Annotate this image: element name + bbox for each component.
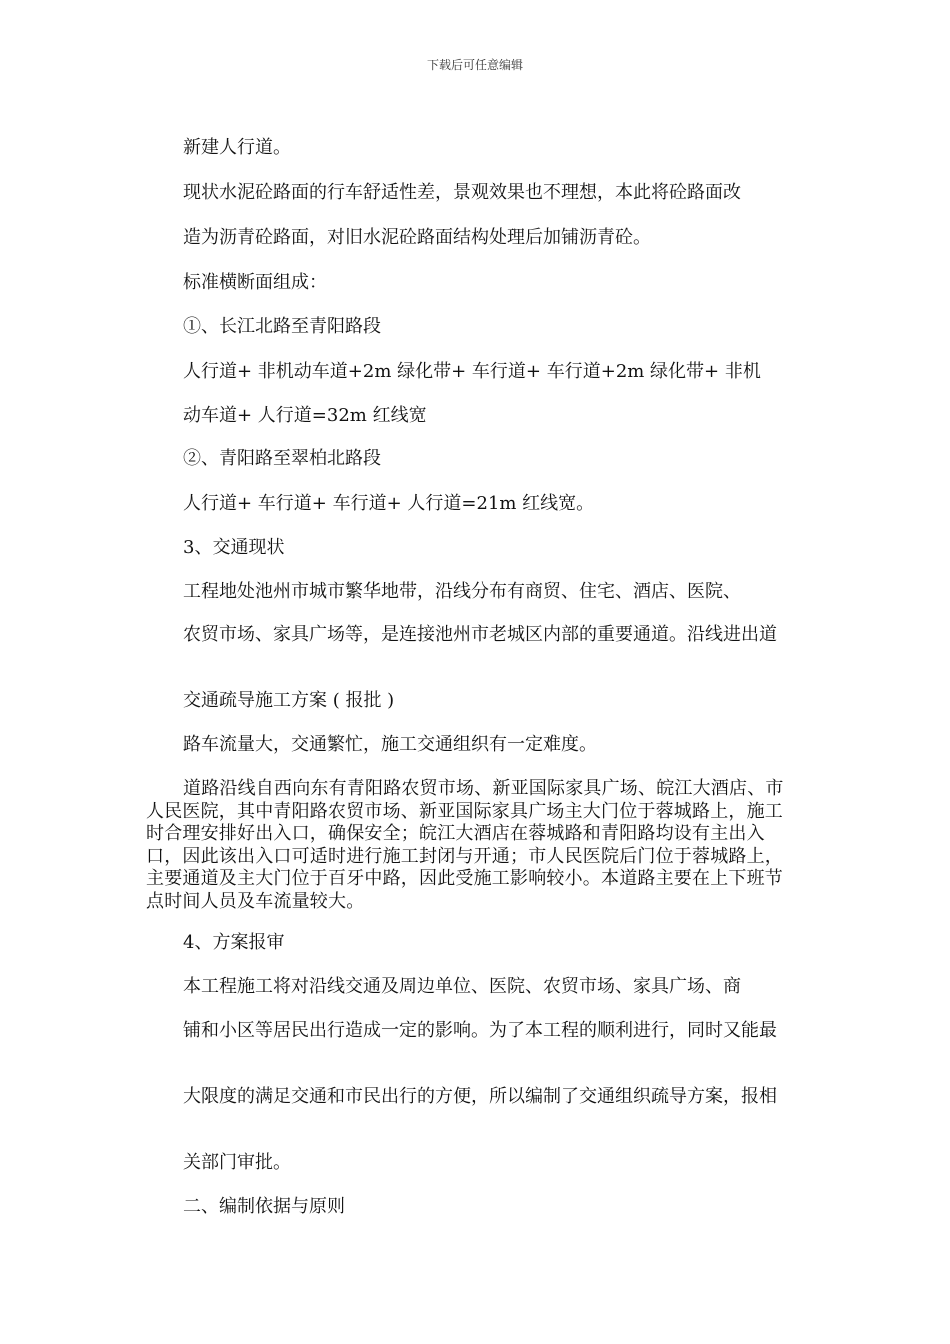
paragraph-line: 路车流量大，交通繁忙，施工交通组织有一定难度。: [183, 734, 597, 755]
paragraph-line: 铺和小区等居民出行造成一定的影响。为了本工程的顺利进行，同时又能最: [183, 1020, 777, 1041]
page-header: 下载后可任意编辑: [426, 58, 523, 72]
paragraph-line: 农贸市场、家具广场等，是连接池州市老城区内部的重要通道。沿线进出道: [183, 624, 777, 645]
paragraph-line: 关部门审批。: [183, 1152, 291, 1173]
list-item-heading: ①、长江北路至青阳路段: [183, 316, 381, 337]
section-heading: 3、交通现状: [183, 537, 285, 558]
paragraph-line: 大限度的满足交通和市民出行的方便，所以编制了交通组织疏导方案，报相: [183, 1086, 777, 1107]
list-item-heading: ②、青阳路至翠柏北路段: [183, 448, 381, 469]
paragraph-line: 人行道+ 非机动车道+2m 绿化带+ 车行道+ 车行道+2m 绿化带+ 非机: [183, 361, 761, 382]
paragraph-line: 本工程施工将对沿线交通及周边单位、医院、农贸市场、家具广场、商: [183, 976, 741, 997]
paragraph-line: 交通疏导施工方案 ( 报批 ): [183, 690, 395, 711]
paragraph-line: 人行道+ 车行道+ 车行道+ 人行道=21m 红线宽。: [183, 493, 595, 514]
section-heading: 4、方案报审: [183, 932, 285, 953]
paragraph-line: 工程地处池州市城市繁华地带，沿线分布有商贸、住宅、酒店、医院、: [183, 581, 741, 602]
paragraph-block: 道路沿线自西向东有青阳路农贸市场、新亚国际家具广场、皖江大酒店、市人民医院，其中青阳路农贸市场、新亚国际家具广场主大门位于蓉城路上，施工时合理安排好出入口，确保安全；皖江大酒店在蓉城路和青阳路均设有主出入口，因此该出入口可适时进行施工封闭与开通；市人民医院后门位于蓉城路上，主要通道及主大门位于百牙中路，因此受施工影响较小。本道路主要在上下班节点时间人员及车流量较大。: [146, 778, 784, 912]
paragraph-line: 新建人行道。: [183, 137, 291, 158]
paragraph-line: 标准横断面组成：: [183, 272, 327, 293]
section-heading: 二、编制依据与原则: [183, 1196, 345, 1217]
paragraph-line: 动车道+ 人行道=32m 红线宽: [183, 405, 427, 426]
paragraph-line: 造为沥青砼路面，对旧水泥砼路面结构处理后加铺沥青砼。: [183, 227, 651, 248]
paragraph-line: 现状水泥砼路面的行车舒适性差，景观效果也不理想，本此将砼路面改: [183, 182, 741, 203]
